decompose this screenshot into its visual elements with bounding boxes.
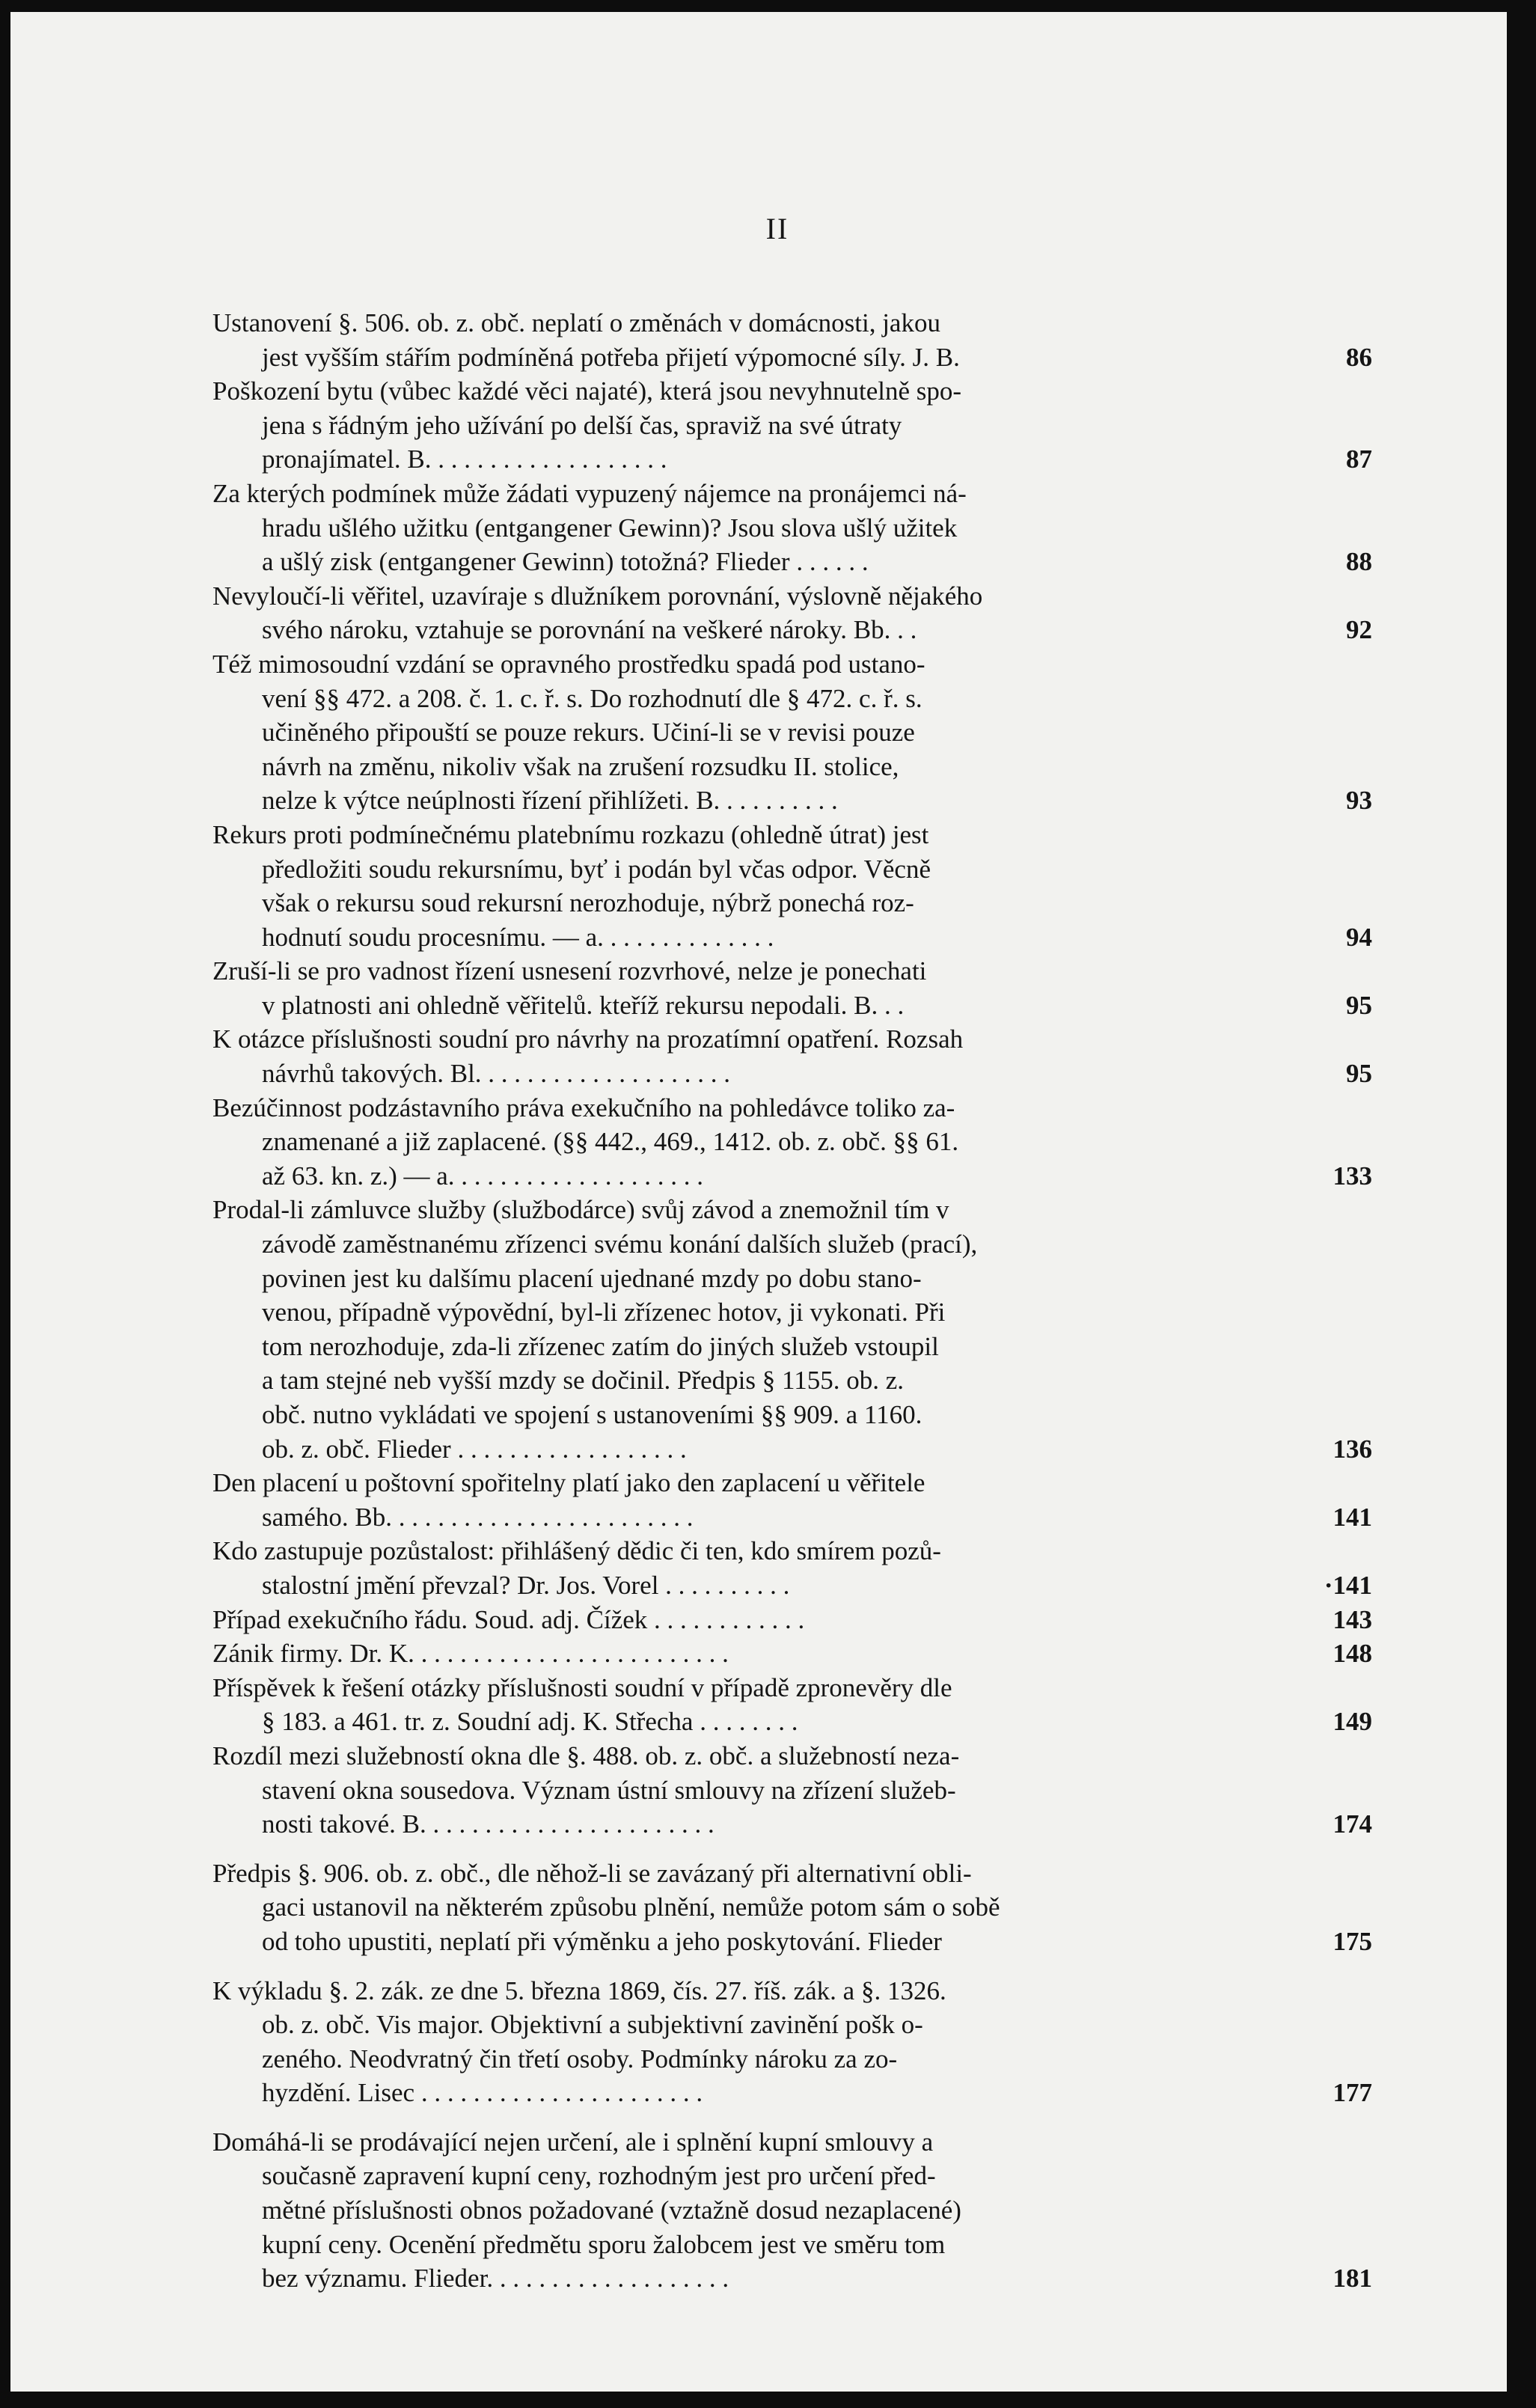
toc-entry-line: zeného. Neodvratný čin třetí osoby. Podmínky nároku za zo- (262, 2044, 898, 2074)
toc-entry-page-number: 177 (1332, 2078, 1372, 2108)
toc-entry-line: Kdo zastupuje pozůstalost: přihlášený dědic či ten, kdo smírem pozů- (212, 1536, 941, 1566)
toc-entry-line: Případ exekučního řádu. Soud. adj. Čížek . . . . . . . . . . . . (212, 1604, 805, 1634)
page-folio: II (765, 212, 789, 245)
toc-entry-line: K výkladu §. 2. zák. ze dne 5. března 1869, čís. 27. říš. zák. a §. 1326. (212, 1975, 946, 2005)
toc-entry-line: Nevyloučí-li věřitel, uzavíraje s dlužníkem porovnání, výslovně nějakého (212, 581, 983, 611)
toc-entry-line: jena s řádným jeho užívání po delší čas, spraviž na své útraty (262, 410, 902, 440)
toc-entry-line: bez významu. Flieder. . . . . . . . . . . . . . . . . . . (262, 2264, 729, 2294)
toc-entry-page-number: 174 (1332, 1809, 1372, 1839)
toc-entry-line: nelze k výtce neúplnosti řízení přihlížeti. B. . . . . . . . . . (262, 786, 838, 816)
toc-entry-line: tom nerozhoduje, zda-li zřízenec zatím do jiných služeb vstoupil (262, 1331, 939, 1361)
toc-entry-line: současně zapravení kupní ceny, rozhodným jest pro určení před- (262, 2161, 936, 2191)
toc-entry (212, 1534, 1372, 1602)
toc-entry-line: od toho upustiti, neplatí při výměnku a jeho poskytování. Flieder (262, 1926, 942, 1956)
toc-entry (212, 1603, 1372, 1637)
toc-entry-line: jest vyšším stářím podmíněná potřeba přijetí výpomocné síly. J. B. (262, 342, 960, 372)
toc-entry-page-number: 181 (1332, 2264, 1372, 2294)
toc-entry-line: Bezúčinnost podzástavního práva exekučního na pohledávce toliko za- (212, 1093, 955, 1122)
scanned-page (10, 12, 1507, 2392)
toc-entry-line: ob. z. obč. Vis major. Objektivní a subjektivní zavinění pošk o- (262, 2010, 923, 2040)
toc-entry-line: pronajímatel. B. . . . . . . . . . . . . . . . . . . (262, 444, 667, 474)
toc-entry-line: návrh na změnu, nikoliv však na zrušení rozsudku II. stolice, (262, 751, 899, 781)
toc-entry (212, 1022, 1372, 1090)
toc-entry-line: stavení okna sousedova. Význam ústní smlouvy na zřízení služeb- (262, 1775, 956, 1805)
toc-entry-line: předložiti soudu rekursnímu, byť i podán byl včas odpor. Věcně (262, 854, 931, 884)
table-of-contents (212, 306, 1372, 2296)
toc-entry (212, 818, 1372, 954)
toc-entry-page-number: 148 (1332, 1639, 1372, 1669)
toc-entry-line: návrhů takových. Bl. . . . . . . . . . . . . . . . . . . . (262, 1059, 731, 1089)
toc-entry-page-number: 141 (1332, 1502, 1372, 1532)
toc-entry-page-number: 149 (1332, 1707, 1372, 1737)
toc-entry (212, 1857, 1372, 1959)
toc-entry-line: nosti takové. B. . . . . . . . . . . . . . . . . . . . . . . (262, 1809, 715, 1839)
toc-entry (212, 1091, 1372, 1194)
toc-entry-line: kupní ceny. Ocenění předmětu sporu žalobcem jest ve směru tom (262, 2229, 946, 2259)
toc-entry-page-number: 92 (1346, 615, 1372, 645)
toc-entry-line: Poškození bytu (vůbec každé věci najaté), která jsou nevyhnutelně spo- (212, 376, 962, 406)
toc-entry-line: mětné příslušnosti obnos požadované (vztažně dosud nezaplacené) (262, 2195, 961, 2225)
toc-entry-line: K otázce příslušnosti soudní pro návrhy na prozatímní opatření. Rozsah (212, 1024, 964, 1054)
toc-entry-line: vení §§ 472. a 208. č. 1. c. ř. s. Do rozhodnutí dle § 472. c. ř. s. (262, 683, 922, 713)
toc-entry (212, 374, 1372, 477)
toc-entry (212, 1637, 1372, 1671)
toc-entry (212, 1193, 1372, 1466)
toc-entry-line: hodnutí soudu procesnímu. — a. . . . . . . . . . . . . . (262, 922, 774, 952)
toc-entry-page-number: 143 (1332, 1604, 1372, 1634)
toc-entry-page-number: 95 (1346, 1059, 1372, 1089)
toc-entry-line: Zánik firmy. Dr. K. . . . . . . . . . . . . . . . . . . . . . . . . (212, 1639, 729, 1669)
toc-entry (212, 477, 1372, 579)
toc-entry (212, 1739, 1372, 1842)
toc-entry (212, 306, 1372, 374)
toc-entry-page-number: 88 (1346, 547, 1372, 577)
toc-entry-page-number: 93 (1346, 786, 1372, 816)
toc-entry-line: ob. z. obč. Flieder . . . . . . . . . . . . . . . . . . (262, 1434, 687, 1464)
toc-entry-line: hyzdění. Lisec . . . . . . . . . . . . . . . . . . . . . . (262, 2078, 703, 2108)
toc-entry (212, 1466, 1372, 1534)
toc-entry-line: hradu ušlého užitku (entgangener Gewinn)? Jsou slova ušlý užitek (262, 513, 958, 543)
toc-entry-line: a tam stejné neb vyšší mzdy se dočinil. Předpis § 1155. ob. z. (262, 1366, 905, 1396)
toc-entry-line: v platnosti ani ohledně věřitelů. kteříž rekursu nepodali. B. . . (262, 990, 905, 1020)
toc-entry-line: Zruší-li se pro vadnost řízení usnesení rozvrhové, nelze je ponechati (212, 956, 927, 986)
toc-entry-page-number: 175 (1332, 1926, 1372, 1956)
toc-entry-line: samého. Bb. . . . . . . . . . . . . . . . . . . . . . . . (262, 1502, 694, 1532)
toc-entry-line: Domáhá-li se prodávající nejen určení, ale i splnění kupní smlouvy a (212, 2127, 934, 2157)
toc-entry-page-number: 133 (1332, 1161, 1372, 1191)
toc-entry-line: znamenané a již zaplacené. (§§ 442., 469., 1412. ob. z. obč. §§ 61. (262, 1127, 959, 1157)
toc-entry-line: obč. nutno vykládati ve spojení s ustanoveními §§ 909. a 1160. (262, 1400, 922, 1429)
toc-entry-line: svého nároku, vztahuje se porovnání na veškeré nároky. Bb. . . (262, 615, 917, 645)
toc-entry (212, 954, 1372, 1022)
toc-entry-line: Ustanovení §. 506. ob. z. obč. neplatí o změnách v domácnosti, jakou (212, 308, 940, 337)
toc-entry-page-number: 95 (1346, 990, 1372, 1020)
toc-entry (212, 647, 1372, 818)
toc-entry-line: stalostní jmění převzal? Dr. Jos. Vorel . . . . . . . . . . (262, 1570, 790, 1600)
toc-entry (212, 2125, 1372, 2296)
toc-entry (212, 579, 1372, 647)
toc-entry (212, 1974, 1372, 2110)
toc-entry-line: až 63. kn. z.) — a. . . . . . . . . . . . . . . . . . . . (262, 1161, 704, 1191)
toc-entry-line: gaci ustanovil na některém způsobu plnění, nemůže potom sám o sobě (262, 1892, 1000, 1922)
toc-entry-page-number: 94 (1346, 922, 1372, 952)
toc-entry-line: Též mimosoudní vzdání se opravného prostředku spadá pod ustano- (212, 649, 925, 679)
toc-entry-line: Předpis §. 906. ob. z. obč., dle něhož-li se zavázaný při alternativní obli- (212, 1858, 972, 1888)
toc-entry-line: venou, případně výpovědní, byl-li zřízenec hotov, ji vykonati. Při (262, 1298, 946, 1327)
toc-entry-line: Prodal-li zámluvce služby (službodárce) svůj závod a znemožnil tím v (212, 1195, 949, 1225)
toc-entry-line: Rozdíl mezi služebností okna dle §. 488. ob. z. obč. a služebností neza- (212, 1741, 960, 1770)
toc-entry-line: učiněného připouští se pouze rekurs. Učiní-li se v revisi pouze (262, 718, 915, 748)
toc-entry-page-number: 86 (1346, 342, 1372, 372)
toc-entry-line: Den placení u poštovní spořitelny platí jako den zaplacení u věřitele (212, 1468, 925, 1498)
toc-entry-line: však o rekursu soud rekursní nerozhoduje, nýbrž ponechá roz- (262, 888, 914, 918)
toc-entry-line: Rekurs proti podmínečnému platebnímu rozkazu (ohledně útrat) jest (212, 819, 929, 849)
toc-entry-page-number: ·141 (1324, 1570, 1372, 1600)
toc-entry-line: § 183. a 461. tr. z. Soudní adj. K. Střecha . . . . . . . . (262, 1707, 798, 1737)
toc-entry-line: Za kterých podmínek může žádati vypuzený nájemce na pronájemci ná- (212, 478, 967, 508)
toc-entry-line: povinen jest ku dalšímu placení ujednané mzdy po dobu stano- (262, 1263, 922, 1293)
toc-entry-page-number: 136 (1332, 1434, 1372, 1464)
toc-entry-line: závodě zaměstnanému zřízenci svému konání dalších služeb (prací), (262, 1229, 978, 1259)
toc-entry-line: a ušlý zisk (entgangener Gewinn) totožná? Flieder . . . . . . (262, 547, 869, 577)
toc-entry-page-number: 87 (1346, 444, 1372, 474)
toc-entry (212, 1671, 1372, 1739)
toc-entry-line: Příspěvek k řešení otázky příslušnosti soudní v případě zpronevěry dle (212, 1672, 952, 1702)
